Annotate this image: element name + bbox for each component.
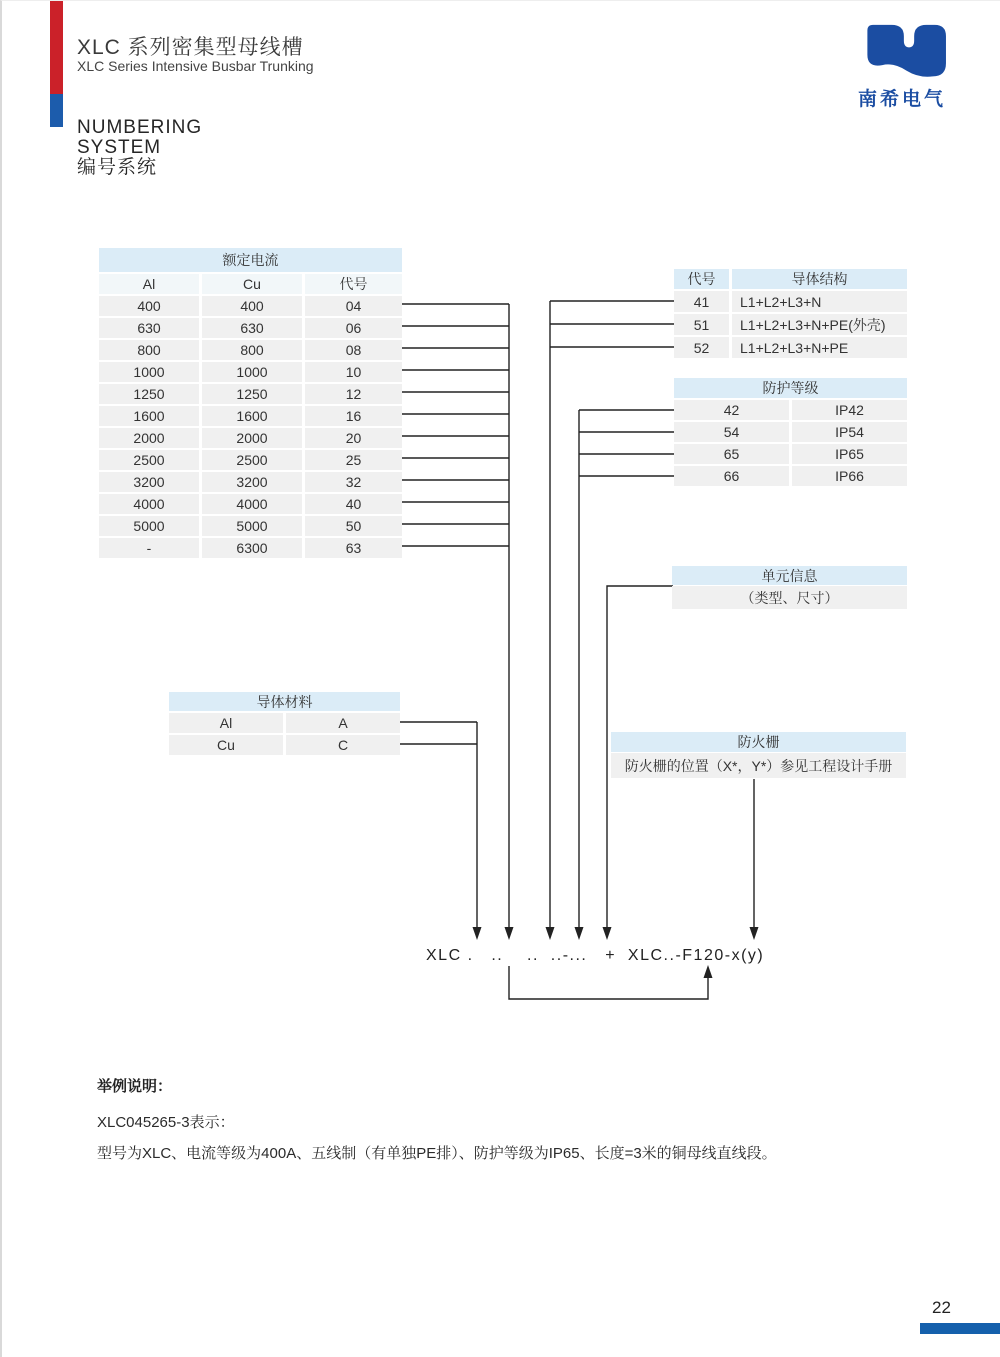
table-row: 52 L1+L2+L3+N+PE <box>674 337 907 358</box>
table-row: 3200 3200 32 <box>99 472 402 492</box>
table-row: 1250 1250 12 <box>99 384 402 404</box>
example-model: XLC045265-3表示： <box>97 1114 235 1131</box>
example-heading: 举例说明： <box>97 1078 173 1095</box>
table-row: 800 800 08 <box>99 340 402 360</box>
table-row: 1600 1600 16 <box>99 406 402 426</box>
section-heading-line1: NUMBERING <box>77 117 203 138</box>
table-row: Al A <box>169 713 400 733</box>
page-number: 22 <box>932 1298 951 1317</box>
column-header-structure: 导体结构 <box>732 269 907 289</box>
rated-current-header-row <box>99 274 402 294</box>
fire-barrier-title: 防火栅 <box>611 732 906 752</box>
unit-info-body: （类型、尺寸） <box>672 586 907 609</box>
table-row: - 6300 63 <box>99 538 402 558</box>
column-header-code: 代号 <box>674 269 729 289</box>
table-row: 54 IP54 <box>674 422 907 442</box>
page-title: XLC 系列密集型母线槽 <box>77 36 304 59</box>
protection-level-table <box>674 378 907 486</box>
column-header-code: 代号 <box>305 274 402 294</box>
table-row: 630 630 06 <box>99 318 402 338</box>
company-logo <box>850 23 954 111</box>
table-row: 66 IP66 <box>674 466 907 486</box>
unit-info-box <box>672 566 907 609</box>
conductor-structure-header-row <box>674 269 907 289</box>
section-heading <box>77 118 202 178</box>
page-subtitle: XLC Series Intensive Busbar Trunking <box>77 58 314 74</box>
table-row: 4000 4000 40 <box>99 494 402 514</box>
company-name: 南希电气 <box>857 89 946 110</box>
column-header-cu: Cu <box>202 274 302 294</box>
table-row: Cu C <box>169 735 400 755</box>
conductor-structure-table <box>674 269 907 358</box>
rated-current-title: 额定电流 <box>99 248 402 272</box>
model-number-formula: XLC . .. .. ..-... + XLC..-F120-x(y) <box>426 947 765 964</box>
table-row: 2500 2500 25 <box>99 450 402 470</box>
red-accent-bar <box>50 1 63 94</box>
footer-accent-bar <box>920 1323 1000 1334</box>
table-row: 65 IP65 <box>674 444 907 464</box>
section-heading-line2: SYSTEM <box>77 137 162 158</box>
conductor-material-title: 导体材料 <box>169 692 400 711</box>
table-row: 2000 2000 20 <box>99 428 402 448</box>
fire-barrier-box <box>611 732 906 778</box>
table-row: 400 400 04 <box>99 296 402 316</box>
protection-level-title: 防护等级 <box>674 378 907 398</box>
blue-accent-bar <box>50 94 63 127</box>
table-row: 5000 5000 50 <box>99 516 402 536</box>
example-detail: 型号为XLC、电流等级为400A、五线制（有单独PE排）、防护等级为IP65、长度=3米的铜母线直线段。 <box>97 1145 777 1162</box>
rated-current-table <box>99 248 402 558</box>
unit-info-title: 单元信息 <box>672 566 907 585</box>
section-heading-line3: 编号系统 <box>77 157 158 178</box>
table-row: 1000 1000 10 <box>99 362 402 382</box>
column-header-al: Al <box>99 274 199 294</box>
table-row: 51 L1+L2+L3+N+PE(外壳) <box>674 314 907 335</box>
fire-barrier-body: 防火栅的位置（X*，Y*）参见工程设计手册 <box>611 753 906 778</box>
table-row: 42 IP42 <box>674 400 907 420</box>
conductor-material-table <box>169 692 400 755</box>
table-row: 41 L1+L2+L3+N <box>674 291 907 312</box>
logo-icon <box>855 23 949 81</box>
